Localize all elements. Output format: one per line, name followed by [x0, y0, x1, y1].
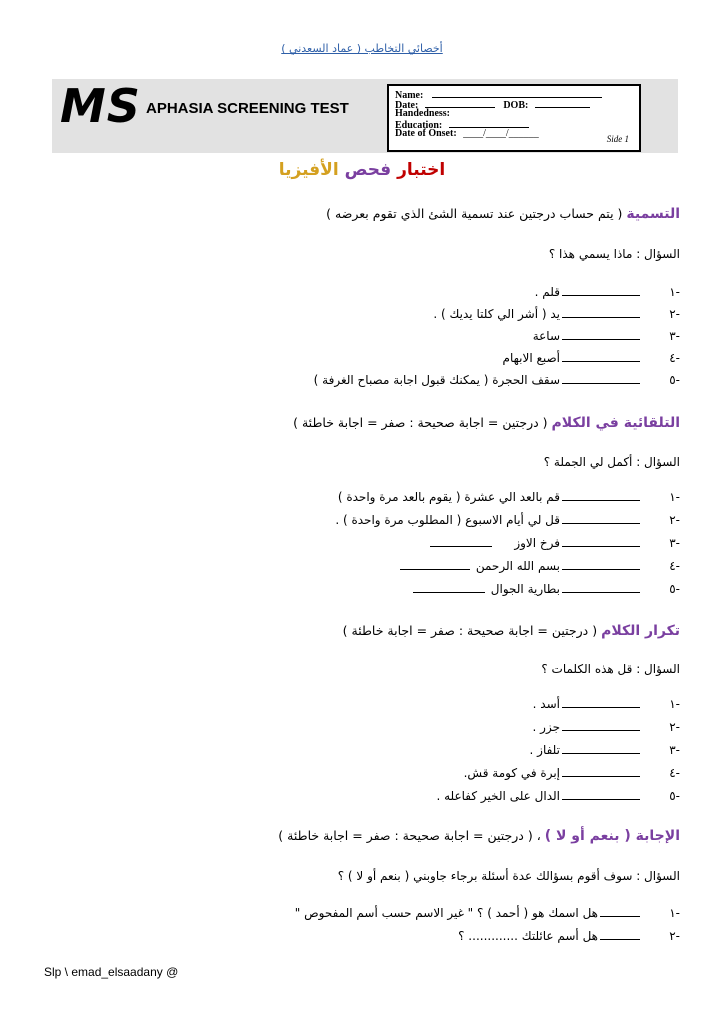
section-desc: ، ( درجتين = اجابة صحيحة : صفر = اجابة خاطئة )	[278, 828, 541, 843]
item-text: هل اسمك هو ( أحمد ) ؟ " غير الاسم حسب أسم المفحوص "	[294, 906, 598, 920]
question: السؤال : ماذا يسمي هذا ؟	[548, 247, 680, 261]
item-number: -٤	[669, 351, 680, 365]
onset-blank: ____/____/______	[463, 128, 539, 139]
section-naming-header	[326, 206, 680, 222]
title-part2: فحص	[344, 160, 392, 180]
list-item	[430, 536, 680, 550]
list-item	[535, 285, 680, 299]
patient-info-box	[387, 84, 641, 152]
list-item	[400, 559, 680, 573]
item-text: قلم .	[534, 285, 560, 299]
section-desc: ( درجتين = اجابة صحيحة : صفر = اجابة خاطئة )	[293, 415, 548, 430]
question: السؤال : قل هذه الكلمات ؟	[541, 662, 680, 676]
item-number: -٤	[669, 559, 680, 573]
item-text: قم بالعد الي عشرة ( يقوم بالعد مرة واحدة )	[337, 490, 560, 504]
item-number: -١	[669, 490, 680, 504]
section-automatic-header	[293, 415, 680, 431]
list-item	[338, 490, 680, 504]
footer-credit: Slp \ emad_elsaadany @	[44, 965, 179, 979]
item-number: -١	[669, 697, 680, 711]
title-part1: اختبار	[397, 160, 446, 180]
list-item	[433, 307, 680, 321]
item-text: تلفاز .	[529, 743, 560, 757]
item-text: هل أسم عائلتك ............. ؟	[458, 929, 598, 943]
item-text: الدال على الخير كفاعله .	[436, 789, 560, 803]
section-heading: التسمية	[626, 206, 680, 222]
item-number: -١	[669, 906, 680, 920]
item-text: ساعة	[532, 329, 560, 343]
item-text: فرخ الاوز	[514, 536, 560, 550]
item-text: يد ( أشر الي كلتا يديك ) .	[433, 307, 560, 321]
list-item	[530, 743, 680, 757]
list-item	[413, 582, 680, 596]
name-label: Name:	[395, 90, 424, 101]
item-number: -١	[669, 285, 680, 299]
item-number: -٣	[669, 329, 680, 343]
list-item	[503, 351, 680, 365]
list-item	[533, 697, 680, 711]
item-number: -٢	[669, 513, 680, 527]
handedness-row	[395, 109, 450, 120]
item-text: أصبع الابهام	[502, 351, 560, 365]
item-text: بطارية الجوال	[490, 582, 560, 596]
item-number: -٤	[669, 766, 680, 780]
test-name: APHASIA SCREENING TEST	[146, 100, 349, 117]
section-desc: ( درجتين = اجابة صحيحة : صفر = اجابة خاطئة )	[342, 623, 598, 638]
handedness-label: Handedness:	[395, 108, 451, 119]
page-title	[0, 160, 724, 180]
item-number: -٢	[669, 307, 680, 321]
section-heading: التلقائية في الكلام	[551, 415, 680, 431]
onset-label: Date of Onset:	[395, 128, 457, 139]
list-item	[314, 373, 680, 387]
section-desc: ( يتم حساب درجتين عند تسمية الشئ الذي تقوم بعرضه )	[326, 206, 623, 221]
item-text: بسم الله الرحمن	[475, 559, 560, 573]
list-item	[436, 789, 680, 803]
list-item	[335, 513, 680, 527]
list-item	[533, 720, 680, 734]
author-header: أخصائي التخاطب ( عماد السعدني )	[281, 42, 443, 55]
section-repetition-header	[343, 623, 680, 639]
question: السؤال : سوف أقوم بسؤالك عدة أسئلة برجاء جاوبني ( بنعم أو لا ) ؟	[337, 869, 680, 883]
item-number: -٣	[669, 536, 680, 550]
item-number: -٥	[669, 582, 680, 596]
education-label: Education:	[395, 120, 443, 131]
test-banner	[52, 79, 678, 153]
item-number: -٥	[669, 789, 680, 803]
list-item	[533, 329, 680, 343]
list-item	[464, 766, 680, 780]
dob-label: DOB:	[503, 100, 529, 111]
section-yesno-header	[278, 828, 680, 844]
item-number: -٢	[669, 720, 680, 734]
title-part3: الأفيزيا	[278, 160, 339, 180]
section-heading: تكرار الكلام	[601, 623, 680, 639]
item-number: -٣	[669, 743, 680, 757]
item-text: قل لي أيام الاسبوع ( المطلوب مرة واحدة ) .	[335, 513, 560, 527]
onset-row	[395, 129, 539, 140]
ms-logo: MS	[60, 79, 141, 133]
section-heading: الإجابة ( بنعم أو لا )	[544, 828, 680, 844]
item-text: أسد .	[532, 697, 560, 711]
item-text: سقف الحجرة ( يمكنك قبول اجابة مصباح الغرفة )	[313, 373, 560, 387]
item-number: -٢	[669, 929, 680, 943]
list-item	[458, 929, 680, 943]
list-item	[295, 906, 680, 920]
side-label: Side 1	[606, 133, 629, 144]
item-text: إبرة في كومة قش.	[463, 766, 560, 780]
item-text: جزر .	[532, 720, 560, 734]
item-number: -٥	[669, 373, 680, 387]
date-label: Date:	[395, 100, 419, 111]
question: السؤال : أكمل لي الجملة ؟	[543, 455, 680, 469]
